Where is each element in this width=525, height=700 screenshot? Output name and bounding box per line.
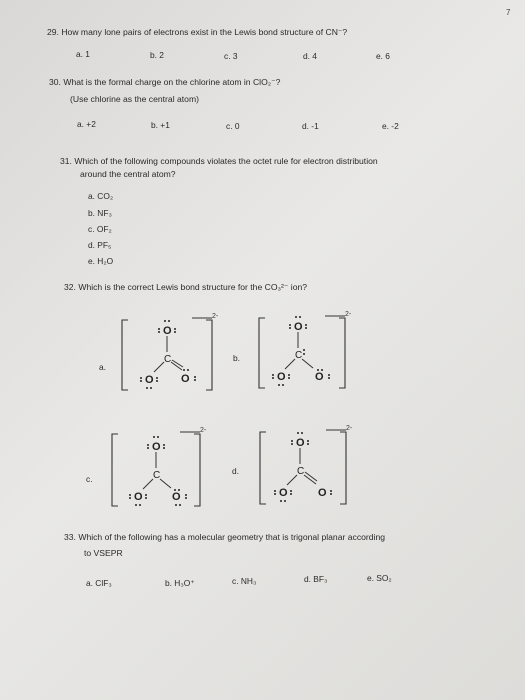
q31-option-e: e. H₂O: [88, 256, 114, 266]
oxygen-right-d: O: [318, 487, 327, 499]
q29-option-b: b. 2: [150, 50, 164, 60]
q32-label-a: a.: [99, 362, 106, 372]
q30-option-d: d. -1: [302, 121, 319, 131]
charge-label-c: 2-: [200, 427, 207, 434]
lewis-structure-a: [118, 312, 226, 396]
q33-option-e: e. SO₂: [367, 573, 392, 583]
oxygen-top-a: O: [163, 325, 172, 337]
question-29-text: 29. How many lone pairs of electrons exist in the Lewis bond structure of CN⁻?: [47, 27, 348, 37]
q29-option-d: d. 4: [303, 51, 317, 61]
carbon-b: C: [295, 350, 303, 361]
q29-option-a: a. 1: [76, 49, 90, 59]
page-number: 7: [506, 8, 511, 17]
oxygen-right-c: O: [172, 491, 181, 503]
q32-label-d: d.: [232, 466, 239, 476]
oxygen-right-a: O: [181, 373, 190, 385]
q31-option-a: a. CO₂: [88, 191, 114, 201]
charge-label-a: 2-: [212, 313, 219, 320]
q31-option-d: d. PF₅: [88, 240, 112, 250]
q30-option-b: b. +1: [151, 120, 170, 130]
q32-label-c: c.: [86, 474, 93, 484]
charge-label-d: 2-: [346, 425, 353, 432]
oxygen-left-b: O: [277, 371, 286, 383]
question-30-note: (Use chlorine as the central atom): [70, 94, 199, 104]
oxygen-top-d: O: [296, 437, 305, 449]
question-30-text: 30. What is the formal charge on the chlorine atom in ClO₂⁻?: [49, 77, 281, 87]
oxygen-left-a: O: [145, 374, 154, 386]
q33-option-b: b. H₃O⁺: [165, 578, 195, 588]
q33-option-c: c. NH₃: [232, 576, 257, 586]
q29-option-c: c. 3: [224, 51, 238, 61]
carbon-a: C: [164, 354, 172, 365]
q31-option-b: b. NF₃: [88, 208, 112, 218]
question-33-text-line2: to VSEPR: [84, 548, 123, 558]
charge-label-b: 2-: [345, 311, 352, 318]
q33-option-a: a. ClF₃: [86, 578, 112, 588]
oxygen-top-b: O: [294, 321, 303, 333]
question-32-text: 32. Which is the correct Lewis bond structure for the CO₃²⁻ ion?: [64, 282, 308, 292]
lewis-structure-c: [104, 424, 216, 512]
lewis-structure-b: [251, 308, 361, 394]
lewis-structure-d: [252, 420, 362, 510]
q30-option-c: c. 0: [226, 121, 240, 131]
q29-option-e: e. 6: [376, 51, 390, 61]
oxygen-right-b: O: [315, 371, 324, 383]
question-31-text: 31. Which of the following compounds violates the octet rule for electron distribution: [60, 156, 378, 166]
q31-option-c: c. OF₂: [88, 224, 112, 234]
carbon-d: C: [297, 466, 305, 477]
q30-option-a: a. +2: [77, 119, 96, 129]
question-33-text: 33. Which of the following has a molecular geometry that is trigonal planar according: [64, 532, 386, 542]
q30-option-e: e. -2: [382, 121, 399, 131]
oxygen-top-c: O: [152, 441, 161, 453]
oxygen-left-c: O: [134, 491, 143, 503]
q33-option-d: d. BF₃: [304, 574, 328, 584]
oxygen-left-d: O: [279, 487, 288, 499]
q32-label-b: b.: [233, 353, 240, 363]
carbon-c: C: [153, 470, 161, 481]
question-31-text-line2: around the central atom?: [80, 169, 176, 179]
